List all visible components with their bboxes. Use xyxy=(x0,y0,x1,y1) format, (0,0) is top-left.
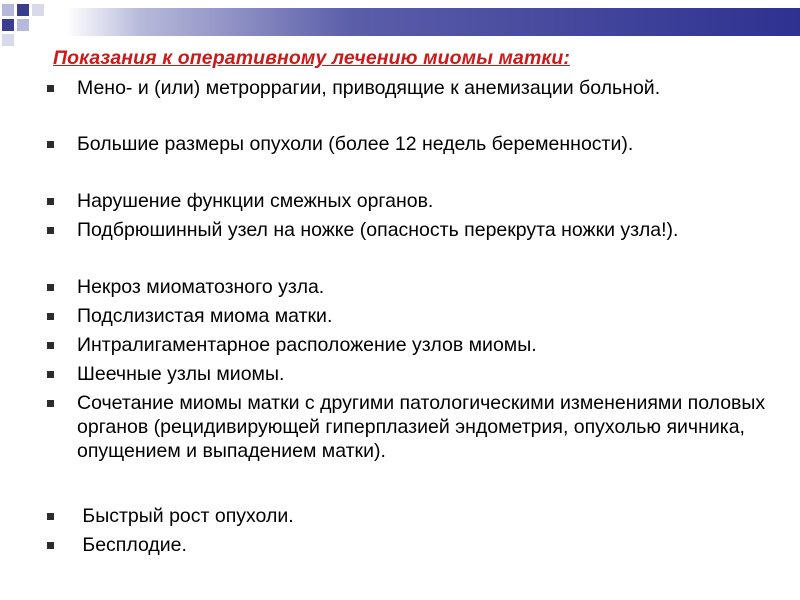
list-item-text: Интралигаментарное расположение узлов миомы. xyxy=(77,334,537,356)
list-item-text: Мено- и (или) метроррагии, приводящие к анемизации больной. xyxy=(77,77,661,99)
list-item-text: Бесплодие. xyxy=(77,534,187,556)
square-bullet-icon xyxy=(47,513,54,520)
square-bullet-icon xyxy=(47,227,54,234)
square-bullet-icon xyxy=(47,85,54,92)
decor-square-4 xyxy=(2,19,14,31)
list-item-text: Подслизистая миома матки. xyxy=(77,305,333,327)
square-bullet-icon xyxy=(47,141,54,148)
decor-square-5 xyxy=(17,19,29,31)
list-item-text: Шеечные узлы миомы. xyxy=(77,363,285,385)
square-bullet-icon xyxy=(47,313,54,320)
decor-square-2 xyxy=(17,4,29,16)
square-bullet-icon xyxy=(47,542,54,549)
list-item-text: Большие размеры опухоли (более 12 недель беременности). xyxy=(77,133,634,155)
square-bullet-icon xyxy=(47,284,54,291)
decor-square-6 xyxy=(2,34,14,46)
square-bullet-icon xyxy=(47,198,54,205)
header-bar xyxy=(51,8,800,36)
square-bullet-icon xyxy=(47,371,54,378)
list-item-text: Некроз миоматозного узла. xyxy=(77,276,325,298)
list-item-text: Быстрый рост опухоли. xyxy=(77,505,294,527)
slide-title: Показания к оперативному лечению миомы матки: xyxy=(53,47,570,69)
square-bullet-icon xyxy=(47,400,54,407)
square-bullet-icon xyxy=(47,342,54,349)
list-item-text: Нарушение функции смежных органов. xyxy=(77,190,434,212)
list-item-text: Сочетание миомы матки с другими патологическими изменениями половых органов (рецидивирующей гиперплазией эндометрия, опухолью яичника, опущением и выпадением матки). xyxy=(77,392,766,462)
list-item-text: Подбрюшинный узел на ножке (опасность перекрута ножки узла!). xyxy=(77,219,679,241)
decor-square-1 xyxy=(2,4,14,16)
decor-square-3 xyxy=(32,4,44,16)
